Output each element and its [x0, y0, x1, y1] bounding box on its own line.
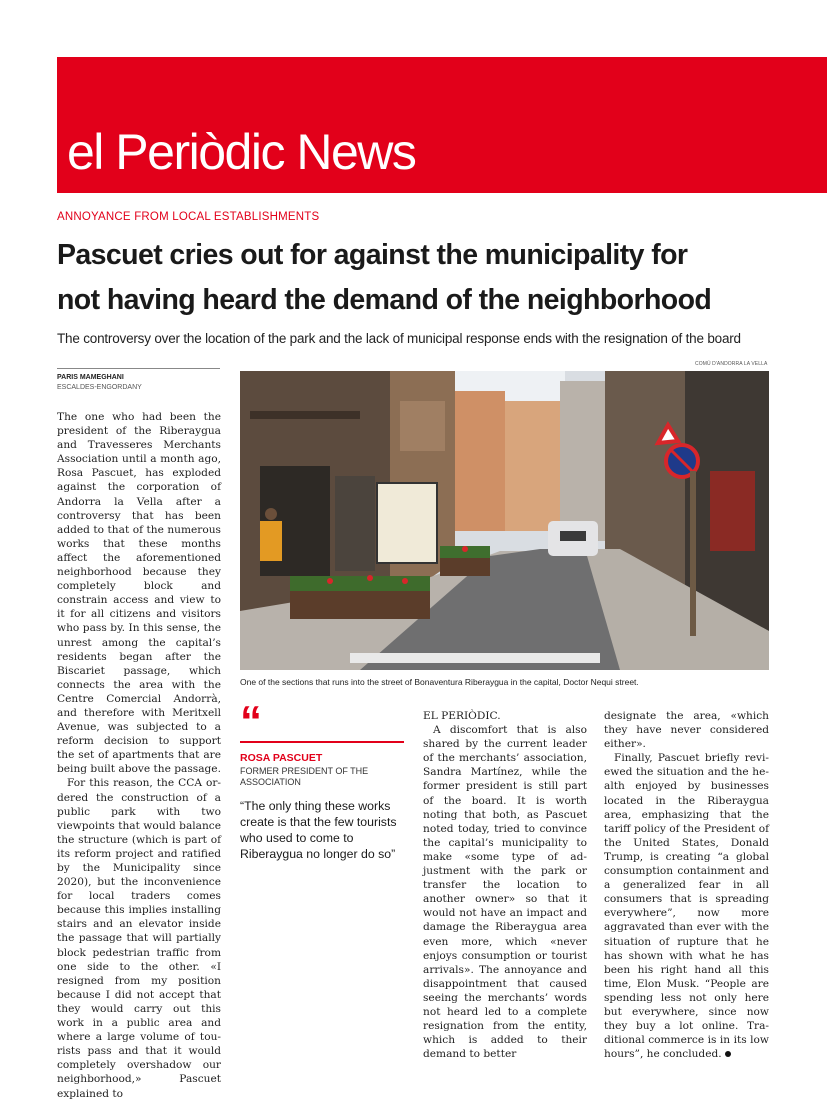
article-kicker: ANNOYANCE FROM LOCAL ESTABLISHMENTS — [57, 211, 320, 223]
paragraph: For this reason, the CCA ordered the construction of a public park with two viewpoints that would balance the structure (which is part of its reform project and ratified by the Municipality since 2020), but the inconvenience for local traders comes because this implies installing stairs and an elevator inside the passage that will partially block pedestrian traffic from one side to the other. «I resigned from my position because I did not accept that they would carry out this work in a public area and where a large volume of tourists pass and that it would completely overshadow our neighborhood,» Pascuet explained to — [57, 777, 221, 1100]
street-photo — [240, 371, 769, 670]
quote-mark-icon: “ — [240, 697, 262, 746]
masthead-title: el Periòdic News — [67, 124, 416, 180]
article-column-3 — [423, 709, 587, 1061]
author-location: ESCALDES-ENGORDANY — [57, 384, 142, 391]
paragraph — [604, 751, 769, 1061]
headline-line: not having heard the demand of the neighborhood — [57, 284, 712, 316]
masthead — [57, 57, 827, 193]
photo-caption: One of the sections that runs into the street of Bonaventura Riberaygua in the capital, Doctor Nequi street. — [240, 677, 639, 687]
end-mark-icon — [725, 1051, 731, 1057]
paragraph: EL PERIÒDIC. — [423, 710, 501, 722]
pullquote-name: ROSA PASCUET — [240, 752, 323, 764]
street-photo-illustration — [240, 371, 769, 670]
article-headline — [57, 233, 817, 323]
article-column-4 — [604, 709, 769, 1061]
pullquote-role: FORMER PRESIDENT OF THE ASSOCIATION — [240, 766, 369, 787]
paragraph-text: Finally, Pascuet briefly reviewed the situation and the health enjoyed by businesses located in the Riberaygua area, emphasizing that the tariff policy of the President of the United States, Donald Trump, is creating “a global consumption containment and a generalized fear in all consumers that is spreading everywhere”, now more aggravated than ever with the situation of rupture that he has shown with what he has been his right hand all this time, Elon Musk. “People are spending less not only here but everywhere, since now they buy a lot online. Traditional commerce is in its low hours”, he concluded. — [604, 752, 769, 1061]
author-name: PARIS MAMEGHANI — [57, 374, 124, 381]
article-subtitle: The controversy over the location of the park and the lack of municipal response ends with the resignation of the board — [57, 331, 741, 346]
photo-credit: COMÚ D'ANDORRA LA VELLA — [695, 361, 768, 367]
headline-line: Pascuet cries out for against the municipality for — [57, 239, 688, 271]
pullquote-text: “The only thing these works create is that the few tourists who used to come to Riberaygua no longer do so” — [240, 799, 397, 861]
author-divider — [57, 368, 220, 369]
pullquote-divider — [240, 741, 404, 743]
paragraph: designate the area, «which they have never considered either». — [604, 710, 769, 751]
paragraph: The one who had been the president of the Riberaygua and Travesseres Merchants Association until a month ago, Rosa Pascuet, has exploded against the corporation of Andorra la Vella after a controversy that has been added to that of the numerous works that these months affect the aforementioned neighborhood because they completely block and constrain access and view to it for all citizens and visitors who pass by. In this sense, the unrest among the capital’s residents began after the Biscariet passage, which connects the area with the Centre Comercial Andorrà, and therefore with Meritxell Avenue, was subjected to a reform decision to support the set of apartments that are being built above the passage. — [57, 411, 221, 776]
paragraph: A discomfort that is also shared by the current leader of the merchants’ association, Sandra Martínez, while the former president is still part of the board. It is worth noting that both, as Pascuet noted today, tried to convince the capital’s municipality to make «some type of adjustment with the park or transfer the location to another owner» so that it would not have an impact and damage the Riberaygua area even more, which «never enjoys consumption or tourist arrivals». The annoyance and disappointment that caused seeing the merchants’ words not heard led to a complete resignation from the entity, which is added to their demand to better — [423, 724, 587, 1061]
article-column-1 — [57, 410, 221, 1101]
